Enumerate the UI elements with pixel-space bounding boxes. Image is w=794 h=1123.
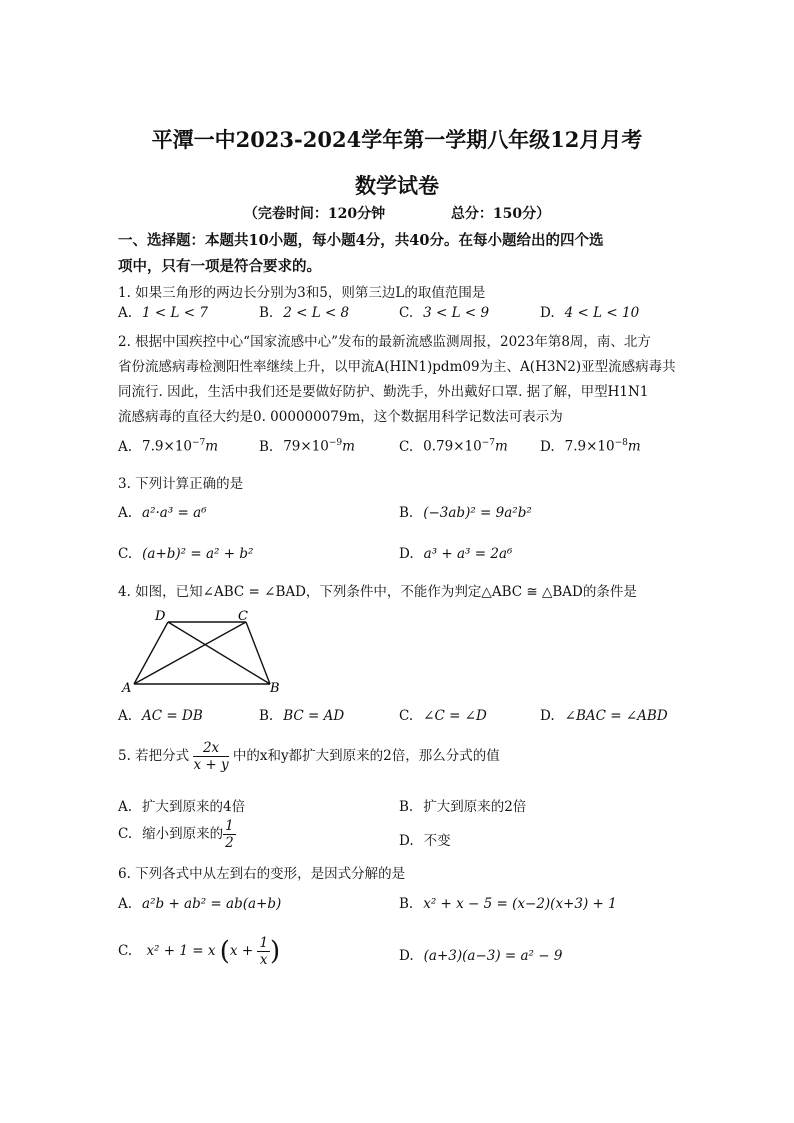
option-label: B. (259, 305, 274, 321)
option-unit: m (627, 438, 641, 455)
option-label: C. (118, 943, 133, 959)
option-text: a²b + ab² = ab(a+b) (142, 896, 282, 912)
exam-info (0, 203, 794, 223)
q4-figure (118, 608, 288, 694)
q2-line-3: 同流行. 因此，生活中我们还是要做好防护、勤洗手，外出戴好口罩. 据了解，甲型H1N1 (118, 384, 649, 400)
option-text-inner: x + (229, 943, 258, 959)
q1-option-a (118, 305, 208, 321)
option-text: (−3ab)² = 9a²b² (423, 505, 532, 521)
option-unit: m (342, 438, 355, 455)
option-base: 7.9×10 (564, 438, 615, 455)
q2-option-d (540, 438, 641, 455)
label-d: D (155, 609, 166, 624)
option-label: D. (540, 305, 555, 321)
segment-bc (246, 622, 270, 684)
option-exponent: −7 (192, 438, 206, 448)
option-label: B. (259, 708, 274, 724)
paren-close: ) (270, 936, 281, 967)
section-heading-line1: 一、选择题：本题共10小题，每小题4分，共40分。在每小题给出的四个选 (118, 232, 604, 249)
option-label: C. (118, 826, 133, 842)
fraction-numerator: 1 (259, 935, 269, 951)
q3-option-a (118, 505, 207, 521)
option-label: D. (399, 833, 414, 849)
q2-option-a (118, 438, 218, 455)
option-text: (a+b)² = a² + b² (142, 546, 254, 562)
paren-open: ( (219, 936, 230, 967)
option-text: 缩小到原来的 (142, 826, 224, 842)
option-text: 扩大到原来的2倍 (423, 799, 527, 815)
q3-option-c (118, 546, 253, 562)
q4-option-c (399, 708, 487, 724)
q5-stem-after: 中的x和y都扩大到原来的2倍，那么分式的值 (232, 748, 500, 764)
option-text: a³ + a³ = 2a⁶ (423, 546, 513, 562)
section-heading-line2: 项中，只有一项是符合要求的。 (118, 258, 321, 275)
q1-option-c (399, 305, 489, 321)
option-text: 2 < L < 8 (283, 305, 350, 321)
fraction-denominator: x + y (193, 757, 229, 773)
score-info: 总分：150分） (450, 206, 551, 222)
q6-option-c (118, 935, 280, 968)
q2-option-c (399, 438, 508, 455)
segment-bd (168, 622, 270, 684)
fraction-denominator: 2 (225, 835, 234, 851)
option-text-before: x² + 1 = x (146, 943, 216, 959)
q5-fraction (193, 740, 228, 773)
q5-option-b (399, 795, 526, 815)
option-label: A. (118, 305, 133, 321)
option-label: B. (259, 438, 274, 455)
option-label: B. (399, 896, 414, 912)
option-label: C. (399, 708, 414, 724)
label-a: A (122, 681, 132, 694)
q4-option-a (118, 708, 203, 724)
fraction-denominator: x (259, 952, 268, 968)
option-label: C. (118, 546, 133, 562)
option-exponent: −9 (328, 438, 343, 448)
option-label: C. (399, 438, 414, 455)
option-fraction (223, 818, 236, 851)
option-base: 0.79×10 (423, 438, 482, 455)
q3-option-b (399, 505, 532, 521)
q6-option-d (399, 948, 562, 964)
option-label: C. (399, 305, 414, 321)
q4-option-d (540, 708, 668, 724)
exam-subject: 数学试卷 (355, 173, 439, 198)
option-text: ∠C = ∠D (423, 708, 487, 724)
option-text: 扩大到原来的4倍 (142, 799, 246, 815)
option-text: AC = DB (142, 708, 203, 724)
option-unit: m (494, 438, 508, 455)
q5-stem (118, 740, 500, 773)
option-label: D. (399, 948, 414, 964)
option-base: 79×10 (283, 438, 329, 455)
fraction-numerator: 1 (225, 818, 234, 834)
option-text: 4 < L < 10 (564, 305, 640, 321)
q6-stem: 6. 下列各式中从左到右的变形，是因式分解的是 (118, 866, 406, 882)
option-text: 3 < L < 9 (423, 305, 490, 321)
option-text: 1 < L < 7 (142, 305, 208, 321)
q5-option-c (118, 818, 236, 851)
time-info: （完卷时间：120分钟 (243, 206, 386, 222)
option-text: ∠BAC = ∠ABD (564, 708, 668, 724)
option-label: A. (118, 799, 133, 815)
option-label: A. (118, 505, 133, 521)
q6-option-b (399, 896, 617, 912)
label-c: C (238, 609, 248, 624)
option-label: D. (540, 708, 555, 724)
option-text: 不变 (423, 833, 451, 849)
option-exponent: −8 (614, 438, 628, 448)
q5-option-a (118, 795, 245, 815)
q2-line-2: 省份流感病毒检测阳性率继续上升，以甲流A(HIN1)pdm09为主、A(H3N2)亚型流感病毒共 (118, 359, 676, 375)
q1-stem: 1. 如果三角形的两边长分别为3和5，则第三边L的取值范围是 (118, 285, 486, 301)
q2-line-4: 流感病毒的直径大约是0. 000000079m，这个数据用科学记数法可表示为 (118, 409, 563, 425)
option-label: A. (118, 896, 133, 912)
option-text: a²·a³ = a⁶ (142, 505, 207, 521)
option-fraction (257, 935, 270, 968)
option-label: A. (118, 438, 133, 455)
q1-option-d (540, 305, 639, 321)
q2-line-1: 2. 根据中国疾控中心“国家流感中心”发布的最新流感监测周报，2023年第8周，南、北方 (118, 334, 651, 350)
q5-stem-before: 5. 若把分式 (118, 748, 190, 764)
option-base: 7.9×10 (142, 438, 193, 455)
q6-option-a (118, 896, 281, 912)
q4-stem: 4. 如图，已知∠ABC = ∠BAD，下列条件中，不能作为判定△ABC ≅ △BAD的条件是 (118, 584, 637, 600)
option-text: BC = AD (283, 708, 345, 724)
option-label: B. (399, 505, 414, 521)
option-exponent: −7 (481, 438, 495, 448)
option-text: x² + x − 5 = (x−2)(x+3) + 1 (423, 896, 617, 912)
option-label: D. (399, 546, 414, 562)
option-label: D. (540, 438, 555, 455)
q4-option-b (259, 708, 344, 724)
q2-option-b (259, 438, 355, 455)
q1-option-b (259, 305, 349, 321)
fraction-numerator: 2x (193, 740, 228, 757)
option-label: A. (118, 708, 133, 724)
option-text: (a+3)(a−3) = a² − 9 (423, 948, 563, 964)
q5-option-d (399, 829, 451, 849)
label-b: B (270, 681, 280, 694)
exam-title: 平潭一中2023-2024学年第一学期八年级12月月考 (151, 127, 643, 152)
q3-stem: 3. 下列计算正确的是 (118, 476, 244, 492)
option-unit: m (205, 438, 219, 455)
q3-option-d (399, 546, 512, 562)
option-label: B. (399, 799, 414, 815)
